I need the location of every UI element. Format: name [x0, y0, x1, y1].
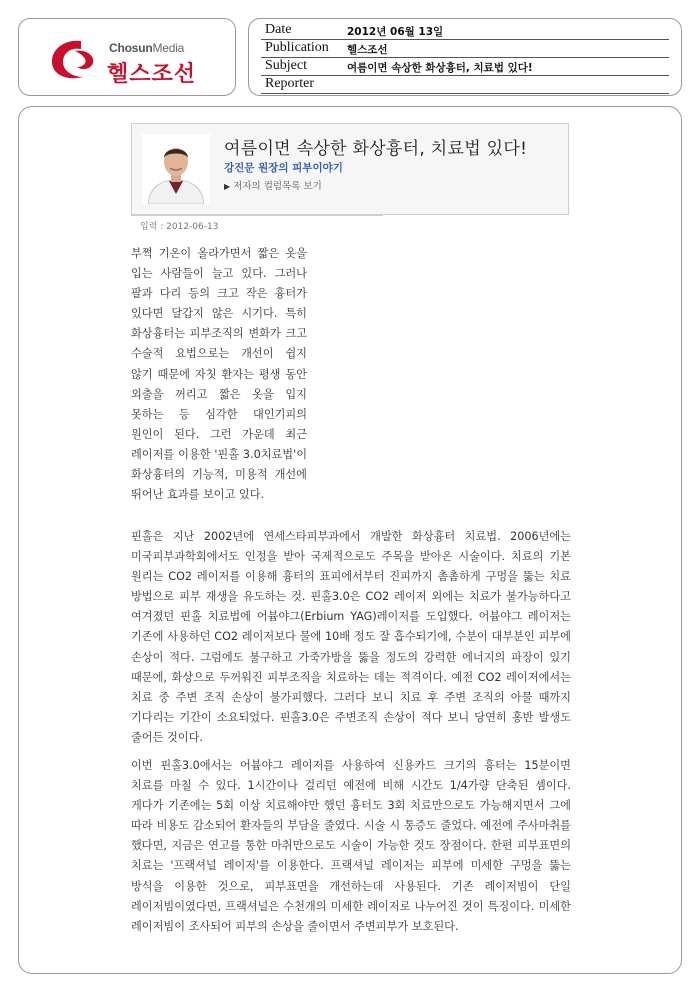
brand-en-bold: Chosun [109, 41, 153, 55]
reporter-label: Reporter [265, 76, 314, 91]
article-headline: 여름이면 속상한 화상흉터, 치료법 있다! [224, 139, 528, 159]
logo-panel [18, 18, 236, 96]
paragraph-2: 핀홀은 지난 2002년에 연세스타피부과에서 개발한 화상흉터 치료법. 2006년에는 미국피부과학회에서도 인정을 받아 국제적으로도 주목을 받아온 시술이다. 치료의 기본 원리는 CO2 레이저를 이용해 흉터의 표피에서부터 진피까지 촘촘하게 구멍을 뚫는 치료 방법으로 피부 재생을 유도하는 것. 핀홀3.0은 CO2 레이저 외에는 치료가 불가능하다고 여겨졌던 핀홀 치료법에 어븀야그(Erbium YAG)레이저를 도입했다. 어븀야그 레이저는 기존에 사용하던 CO2 레이저보다 물에 10배 정도 잘 흡수되기에, 수분이 대부분인 피부에 손상이 적다. 그럼에도 불구하고 가죽가방을 뚫을 정도의 강력한 에너지의 파장이 있기 때문에, 화상으로 두꺼워진 피부조직을 치료하는 데는 적격이다. 예전 CO2 레이저에서는 치료 중 주변 조직 손상이 불가피했다. 그러다 보니 치료 후 주변 조직의 아물 때까지 기다리는 기간이 소요되었다. 핀홀3.0은 주변조직 손상이 적다 보니 당연히 홍반 발생도 줄어든 것이다. [131, 530, 571, 744]
author-photo [142, 134, 210, 204]
triangle-right-icon: ▶ [224, 182, 231, 191]
date-label: Date [265, 22, 292, 37]
chosun-c-swoosh-icon [47, 37, 97, 83]
brand-korean: 헬스조선 [107, 62, 197, 87]
meta-row-publication [261, 40, 669, 58]
subject-label: Subject [265, 58, 307, 73]
brand-english [109, 41, 184, 55]
paragraph-3: 이번 핀홀3.0에서는 어븀야그 레이저를 사용하여 신용카드 크기의 흉터는 15분이면 치료를 마칠 수 있다. 1시간이나 걸리던 예전에 비해 시간도 1/4가량 단축된 셈이다. 게다가 기존에는 5회 이상 치료해야만 했던 흉터도 3회 치료만으로도 가능해지면서 그에 따라 비용도 감소되어 환자들의 부담을 줄였다. 시술 시 통증도 줄었다. 예전에 주사마취를 했다면, 지금은 연고를 통한 마취만으로도 시술이 가능한 것도 장점이다. 한편 피부표면의 치료는 '프랙셔널 레이저'를 이용한다. 프랙셔널 레이저는 피부에 미세한 구멍을 뚫는 방식을 이용한 것으로, 피부표면을 개선하는데 사용된다. 기존 레이저빔이 단일 레이저빔이였다면, 프랙셔널은 수천개의 미세한 레이저로 나누어진 것이 특징이다. 미세한 레이저빔이 조사되어 피부의 손상을 줄이면서 주변피부가 보호된다. [131, 759, 571, 933]
article-header [131, 123, 569, 215]
paragraph-1: 부쩍 기온이 올라가면서 짧은 옷을 입는 사람들이 늘고 있다. 그러나 팔과 다리 등의 크고 작은 흉터가 있다면 달갑지 않은 시기다. 특히 화상흉터는 피부조직의 변화가 크고 수술적 요법으로는 개선이 쉽지 않기 때문에 자칫 환자는 평생 동안 외출을 꺼리고 짧은 옷을 입지 못하는 등 심각한 대인기피의 원인이 된다. 그런 가운데 최근 레이저를 이용한 '핀홀 3.0치료법'이 화상흉터의 기능적, 미용적 개선에 뛰어난 효과를 보이고 있다. [131, 247, 307, 502]
meta-row-reporter [261, 76, 669, 94]
column-name-link[interactable]: 강진문 원장의 피부이야기 [224, 162, 343, 174]
header-divider [131, 215, 383, 216]
column-list-label: 저자의 컬럼목록 보기 [233, 181, 322, 192]
brand-en-light: Media [152, 41, 185, 55]
author-portrait-icon [142, 134, 210, 204]
meta-row-subject [261, 58, 669, 76]
date-value: 2012년 06월 13일 [347, 26, 444, 38]
meta-panel [248, 18, 682, 96]
subject-value: 여름이면 속상한 화상흉터, 치료법 있다! [347, 62, 533, 74]
article-date: 입력 : 2012-06-13 [140, 222, 219, 232]
publication-value: 헬스조선 [347, 44, 388, 56]
meta-row-date [261, 22, 669, 40]
column-list-link[interactable] [224, 178, 322, 192]
publication-label: Publication [265, 40, 329, 55]
